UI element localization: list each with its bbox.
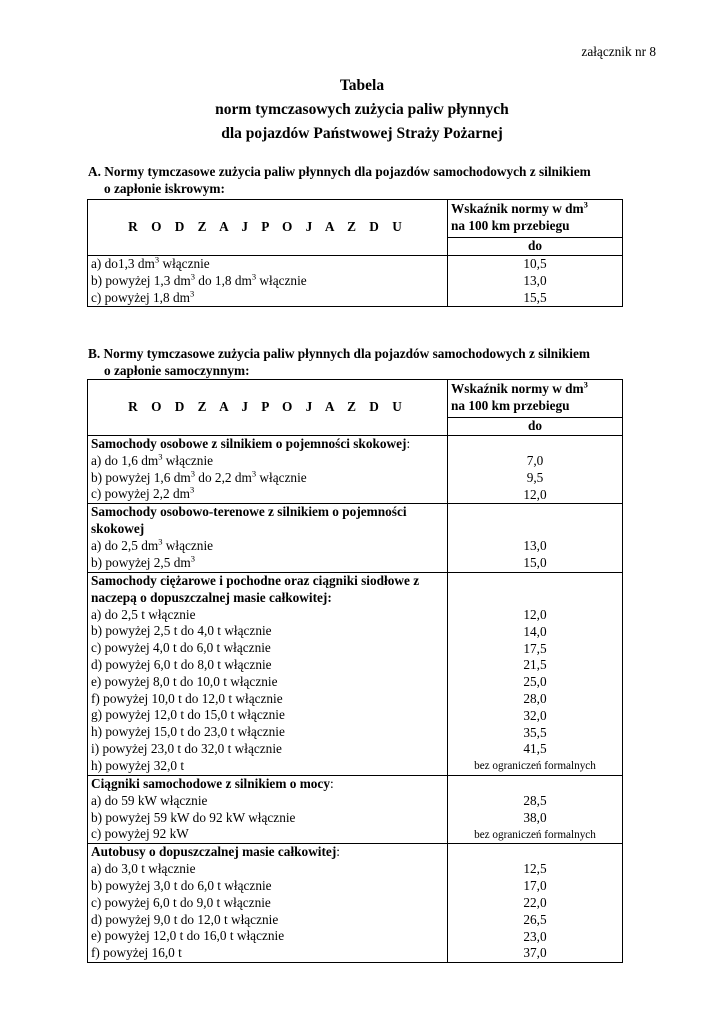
section-a-heading-line-2: o zapłonie iskrowym: — [104, 181, 225, 196]
title-line-1: Tabela — [339, 77, 385, 94]
row-value: 15,0 — [523, 555, 547, 571]
superscript: 3 — [251, 468, 257, 479]
row-value: 21,5 — [523, 657, 547, 673]
superscript: 3 — [251, 271, 257, 282]
row-label-text: b) powyżej 59 kW do 92 kW włącznie — [91, 809, 296, 825]
row-label-text: a) do 2,5 t włącznie — [91, 606, 196, 622]
row-label-text: a) do 3,0 t włącznie — [91, 861, 196, 877]
row-value: 12,5 — [523, 861, 547, 877]
group-labels — [88, 572, 448, 775]
row-value: 9,5 — [526, 469, 544, 485]
row-label — [91, 657, 444, 674]
row-label — [91, 256, 444, 273]
row-label-text: e) powyżej 12,0 t do 16,0 t włącznie — [91, 928, 285, 944]
row-value: 10,5 — [523, 256, 547, 271]
row-value: 17,5 — [523, 640, 547, 656]
row-label-text: c) powyżej 1,8 dm — [91, 289, 190, 305]
header-indicator-line-1: Wskaźnik normy w dm — [451, 201, 584, 216]
group-row — [88, 504, 623, 573]
row-label — [91, 912, 444, 929]
row-value: bez ograniczeń formalnych — [474, 760, 596, 773]
row-label-text: d) powyżej 6,0 t do 8,0 t włącznie — [91, 656, 272, 672]
section-a-labels — [88, 256, 448, 307]
row-label-text: c) powyżej 6,0 t do 9,0 t włącznie — [91, 894, 271, 910]
row-value: 14,0 — [523, 623, 547, 639]
row-value: 13,0 — [523, 272, 547, 288]
row-value: 12,0 — [523, 606, 547, 622]
row-label — [91, 555, 444, 572]
group-title-colon: : — [406, 436, 411, 451]
row-label-text: f) powyżej 16,0 t — [91, 945, 182, 961]
value-spacer — [451, 844, 619, 861]
group-values — [448, 572, 623, 775]
group-title — [91, 776, 444, 793]
row-label-text: włącznie — [162, 537, 214, 553]
header-do: do — [448, 238, 623, 256]
section-a-heading — [88, 163, 688, 197]
row-label — [91, 486, 444, 503]
row-label — [91, 640, 444, 657]
table-section-a — [87, 199, 623, 307]
row-label — [91, 691, 444, 708]
document-title — [0, 74, 724, 146]
header-indicator-line-1: Wskaźnik normy w dm — [451, 381, 584, 396]
header-do: do — [448, 418, 623, 436]
row-label-text: i) powyżej 23,0 t do 32,0 t włącznie — [91, 740, 282, 756]
section-b-heading-line-2: o zapłonie samoczynnym: — [104, 363, 250, 378]
group-values — [448, 775, 623, 843]
title-line-2: norm tymczasowych zużycia paliw płynnych — [215, 101, 509, 118]
row-label — [91, 470, 444, 487]
row-label — [91, 861, 444, 878]
row-value: 7,0 — [526, 453, 544, 468]
row-label — [91, 607, 444, 624]
row-value: 13,0 — [523, 538, 547, 554]
row-label-text: b) powyżej 1,3 dm — [91, 272, 191, 288]
row-label — [91, 623, 444, 640]
group-title-text: Samochody osobowo-terenowe z silnikiem o pojemności skokowej — [91, 504, 407, 537]
row-label — [91, 826, 444, 843]
group-values — [448, 436, 623, 504]
title-line-3: dla pojazdów Państwowej Straży Pożarnej — [221, 125, 503, 142]
row-value: 28,0 — [523, 690, 547, 706]
row-value: 26,5 — [523, 911, 547, 927]
value-spacer — [451, 573, 619, 607]
row-label — [91, 453, 444, 470]
header-indicator — [448, 380, 623, 418]
row-label-text: d) powyżej 9,0 t do 12,0 t włącznie — [91, 911, 279, 927]
row-label-text: włącznie — [256, 469, 307, 485]
row-label-text: a) do 2,5 dm — [91, 537, 159, 553]
group-labels — [88, 775, 448, 843]
row-label-text: c) powyżej 2,2 dm — [91, 486, 190, 502]
superscript: 3 — [190, 553, 195, 564]
group-values — [448, 504, 623, 573]
header-vehicle-kind: R O D Z A J P O J A Z D U — [88, 200, 448, 256]
superscript: 3 — [154, 254, 160, 265]
group-row — [88, 436, 623, 504]
row-label-text: h) powyżej 15,0 t do 23,0 t włącznie — [91, 724, 285, 740]
group-row — [88, 775, 623, 843]
group-title — [91, 436, 444, 453]
superscript: 3 — [190, 271, 195, 282]
row-label — [91, 724, 444, 741]
row-label-text: b) powyżej 2,5 t do 4,0 t włącznie — [91, 623, 272, 639]
section-b-heading — [88, 345, 688, 379]
row-label-text: a) do 59 kW włącznie — [91, 792, 208, 808]
header-indicator-sup: 3 — [583, 379, 588, 390]
group-labels — [88, 844, 448, 963]
row-value: 17,0 — [523, 878, 547, 894]
annex-label: załącznik nr 8 — [581, 44, 656, 59]
group-title-text: Samochody ciężarowe i pochodne oraz ciągniki siodłowe z naczepą o dopuszczalnej masie całkowitej: — [91, 572, 420, 605]
row-label-text: włącznie — [162, 452, 214, 468]
group-labels — [88, 504, 448, 573]
superscript: 3 — [189, 288, 195, 299]
row-label-text: c) powyżej 4,0 t do 6,0 t włącznie — [91, 640, 271, 656]
row-value: 25,0 — [523, 674, 547, 690]
row-label-text: b) powyżej 3,0 t do 6,0 t włącznie — [91, 877, 272, 893]
row-label — [91, 741, 444, 758]
row-label — [91, 793, 444, 810]
header-vehicle-kind: R O D Z A J P O J A Z D U — [88, 380, 448, 436]
superscript: 3 — [158, 451, 163, 462]
row-label-text: f) powyżej 10,0 t do 12,0 t włącznie — [91, 690, 283, 706]
row-label-text: a) do 1,6 dm — [91, 452, 159, 468]
row-label-text: g) powyżej 12,0 t do 15,0 t włącznie — [91, 707, 285, 723]
header-indicator — [448, 200, 623, 238]
group-title-text: Autobusy o dopuszczalnej masie całkowitej — [91, 844, 337, 860]
row-label-text: e) powyżej 8,0 t do 10,0 t włącznie — [91, 673, 278, 689]
row-label-text: do 1,8 dm — [194, 272, 252, 288]
row-value: 23,0 — [523, 928, 547, 944]
row-value: 41,5 — [523, 741, 547, 757]
row-value: bez ograniczeń formalnych — [474, 828, 596, 841]
row-label-text: włącznie — [256, 272, 307, 288]
row-value: 35,5 — [523, 724, 547, 740]
row-label — [91, 945, 444, 962]
row-label — [91, 273, 444, 290]
superscript: 3 — [158, 536, 163, 547]
header-indicator-line-2: na 100 km przebiegu — [451, 217, 570, 233]
row-value: 22,0 — [523, 894, 547, 910]
row-value: 28,5 — [523, 792, 547, 808]
group-title-text: Ciągniki samochodowe z silnikiem o mocy — [91, 775, 330, 791]
group-title-colon: : — [329, 775, 334, 791]
row-label-text: do 2,2 dm — [194, 469, 252, 485]
row-label-text: a) do1,3 dm — [91, 256, 155, 271]
row-label — [91, 290, 444, 307]
group-title-text: Samochody osobowe z silnikiem o pojemności skokowej — [91, 436, 407, 451]
group-title — [91, 844, 444, 861]
superscript: 3 — [189, 484, 195, 495]
table-section-b — [87, 379, 623, 963]
group-title — [91, 504, 444, 538]
row-label — [91, 928, 444, 945]
section-b-heading-line-1: B. Normy tymczasowe zużycia paliw płynnych dla pojazdów samochodowych z silnikiem — [88, 346, 590, 361]
group-title — [91, 573, 444, 607]
row-label — [91, 707, 444, 724]
row-value: 15,5 — [523, 289, 547, 305]
superscript: 3 — [190, 468, 195, 479]
row-label — [91, 810, 444, 827]
row-label — [91, 538, 444, 555]
row-label-text: c) powyżej 92 kW — [91, 826, 189, 842]
row-label-text: b) powyżej 1,6 dm — [91, 469, 191, 485]
row-label — [91, 895, 444, 912]
group-title-colon: : — [336, 844, 340, 860]
header-indicator-line-2: na 100 km przebiegu — [451, 397, 570, 413]
row-label-text: b) powyżej 2,5 dm — [91, 554, 191, 570]
row-value: 37,0 — [523, 945, 547, 961]
row-label-text: h) powyżej 32,0 t — [91, 757, 185, 773]
row-label-text: włącznie — [159, 256, 210, 271]
row-value: 32,0 — [523, 707, 547, 723]
header-indicator-sup: 3 — [583, 199, 588, 210]
row-value: 12,0 — [523, 486, 547, 502]
value-spacer — [451, 776, 619, 793]
group-labels — [88, 436, 448, 504]
row-label — [91, 758, 444, 775]
group-values — [448, 844, 623, 963]
value-spacer — [451, 436, 619, 453]
group-row — [88, 572, 623, 775]
group-row — [88, 844, 623, 963]
section-a-heading-line-1: A. Normy tymczasowe zużycia paliw płynnych dla pojazdów samochodowych z silnikiem — [88, 164, 591, 179]
row-value: 38,0 — [523, 809, 547, 825]
section-a-values — [448, 256, 623, 307]
value-spacer — [451, 504, 619, 538]
row-label — [91, 674, 444, 691]
row-label — [91, 878, 444, 895]
